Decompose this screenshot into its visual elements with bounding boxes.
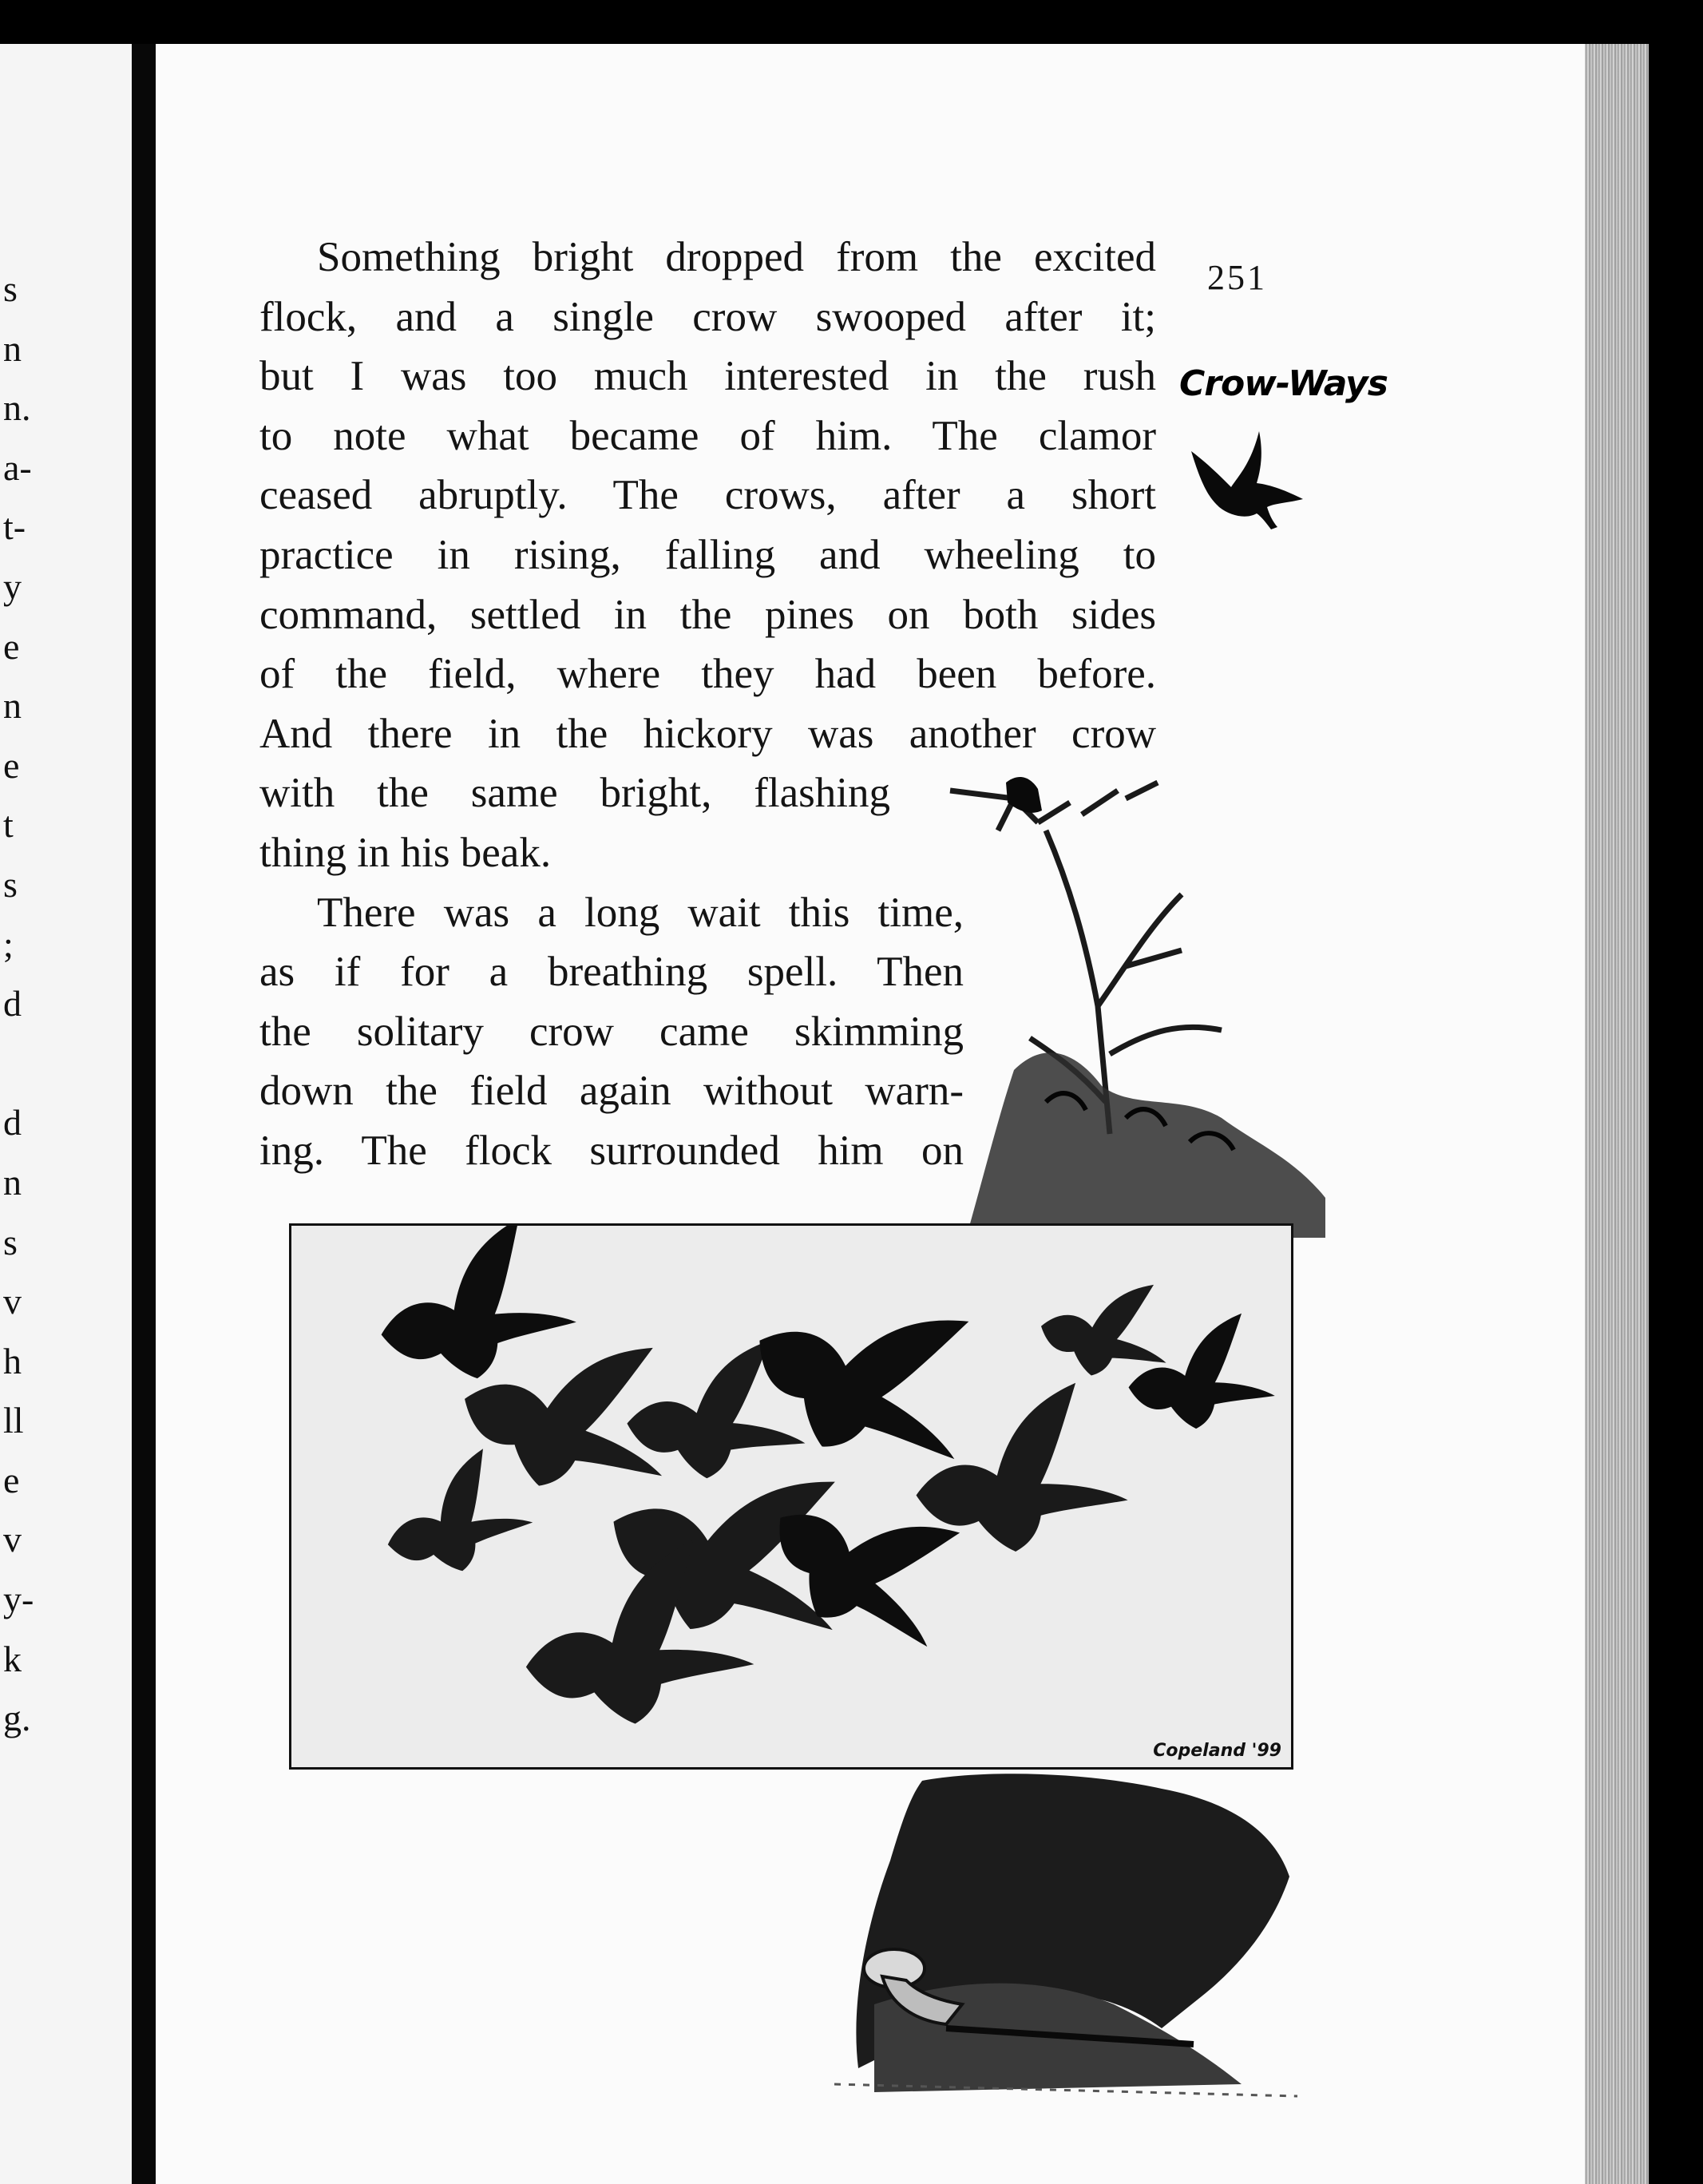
crow-flock-illustration <box>289 1223 1293 1770</box>
left-edge-letter: t <box>3 804 14 846</box>
left-page-edge-text <box>0 260 35 1749</box>
left-edge-letter: y <box>3 565 22 607</box>
left-edge-letter: n <box>3 685 22 727</box>
left-edge-letter: e <box>3 1459 20 1500</box>
book-gutter <box>132 44 156 2184</box>
flying-crow <box>368 1441 540 1591</box>
left-edge-letter: v <box>3 1519 22 1560</box>
page-edges <box>1585 44 1649 2184</box>
left-edge-letter: v <box>3 1281 22 1322</box>
left-edge-letter: a- <box>3 446 32 488</box>
left-edge-letter: s <box>3 268 18 309</box>
artist-signature: Copeland '99 <box>1153 1741 1281 1761</box>
text-line: command, settled in the pines on both sides <box>259 591 1156 638</box>
left-edge-letter: ; <box>3 923 14 965</box>
left-edge-letter: s <box>3 1221 18 1262</box>
flying-crow <box>733 1257 1000 1491</box>
text-line: down the field again without warn- <box>259 1068 964 1115</box>
text-line: thing in his beak. <box>259 829 552 876</box>
text-line: There was a long wait this time, <box>317 889 964 936</box>
text-line: to note what became of him. The clamor <box>259 412 1156 459</box>
crow-icon <box>1183 419 1311 547</box>
text-line: as if for a breathing spell. Then <box>259 949 964 996</box>
text-line: ing. The flock surrounded him on <box>259 1127 964 1174</box>
text-line: Something bright dropped from the excited <box>317 234 1156 280</box>
left-edge-letter: e <box>3 625 20 667</box>
text-line: with the same bright, flashing <box>259 770 890 817</box>
left-edge-letter: y- <box>3 1579 34 1620</box>
crow-in-tree-illustration <box>918 767 1333 1238</box>
text-line: flock, and a single crow swooped after it; <box>259 293 1156 340</box>
flying-crow <box>1121 1310 1278 1437</box>
left-edge-letter <box>3 1034 35 1094</box>
page-number: 251 <box>1207 258 1267 297</box>
scan-border-right <box>1649 0 1703 2184</box>
left-edge-letter: t- <box>3 506 26 548</box>
left-edge-letter: d <box>3 1102 22 1144</box>
text-line: ceased abruptly. The crows, after a short <box>259 472 1156 519</box>
left-edge-letter: n. <box>3 387 31 429</box>
left-edge-letter: h <box>3 1340 22 1381</box>
running-head: Crow-Ways <box>1179 363 1388 404</box>
text-line: but I was too much interested in the rush <box>259 353 1156 400</box>
flying-crow <box>1037 1275 1173 1381</box>
flying-crow <box>362 1226 584 1399</box>
text-line: practice in rising, falling and wheeling to <box>259 531 1156 578</box>
text-line: the solitary crow came skimming <box>259 1008 964 1055</box>
text-line: of the field, where they had been before. <box>259 651 1156 698</box>
left-page-fragment <box>0 44 132 2184</box>
left-edge-letter: e <box>3 744 20 786</box>
left-edge-letter: s <box>3 863 18 905</box>
text-line: And there in the hickory was another crow <box>259 710 1156 757</box>
left-edge-letter: g. <box>3 1698 31 1739</box>
hunter-in-brush-illustration <box>826 1765 1305 2100</box>
left-edge-letter: d <box>3 983 22 1025</box>
left-edge-letter: n <box>3 327 22 369</box>
left-edge-letter: n <box>3 1161 22 1203</box>
left-edge-letter: ll <box>3 1400 24 1441</box>
left-edge-letter: k <box>3 1638 22 1679</box>
scan-border-top <box>0 0 1703 44</box>
